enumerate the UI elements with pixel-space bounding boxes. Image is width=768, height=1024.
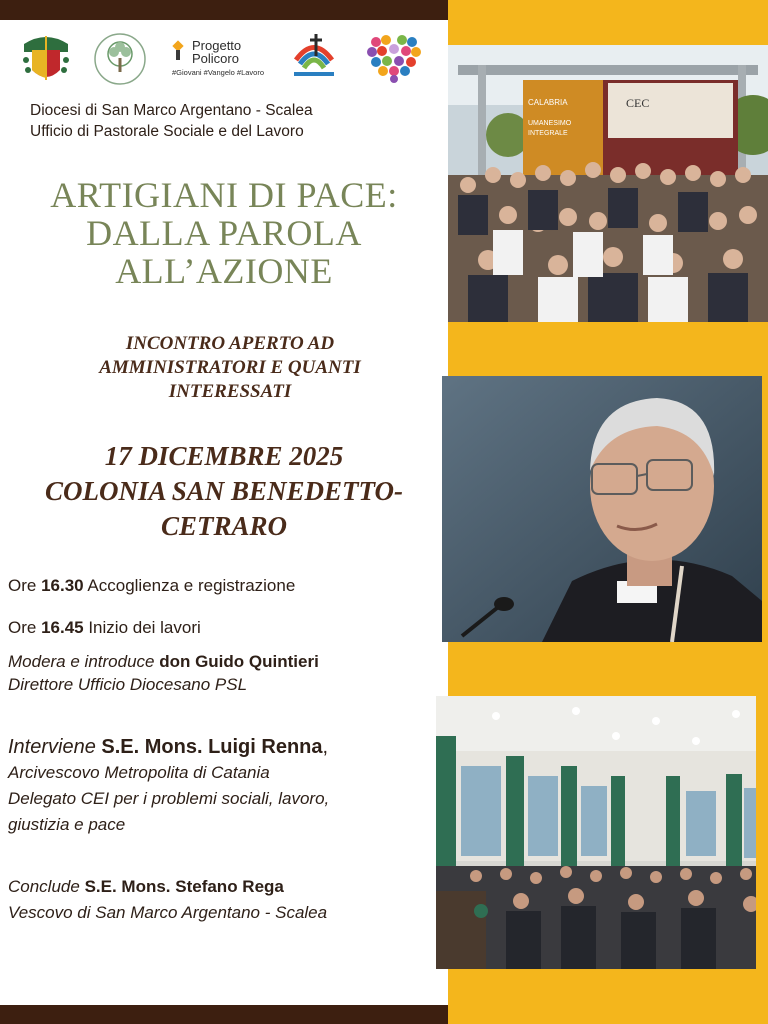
moderator-role: Direttore Ufficio Diocesano PSL [8, 675, 248, 694]
program-item-welcome-time: 16.30 [41, 576, 84, 595]
top-border-bar [0, 0, 448, 20]
speaker-portrait-photo [442, 376, 762, 642]
event-place-line-1: COLONIA SAN BENEDETTO- [44, 476, 404, 506]
group-photo [448, 45, 768, 322]
banner-text-2: UMANESIMO [528, 120, 572, 127]
organizer-block [30, 100, 440, 142]
heart-mosaic-logo-icon [366, 34, 422, 84]
program-moderator [8, 650, 319, 696]
progetto-policoro-logo [172, 36, 272, 86]
banner-text-4: CEC [626, 96, 650, 110]
speaker-role-1: Arcivescovo Metropolita di Catania [8, 763, 270, 782]
speaker-name: S.E. Mons. Luigi Renna [101, 736, 323, 758]
policoro-tagline: #Giovani #Vangelo #Lavoro [172, 68, 265, 77]
speaker-prefix: Interviene [8, 736, 102, 758]
bottom-border-bar [0, 1005, 448, 1024]
diocese-coat-of-arms-icon [20, 30, 72, 86]
subtitle-line-2: AMMINISTRATORI E QUANTI [99, 357, 361, 378]
event-place-line-2: CETRARO [160, 511, 288, 541]
event-title [0, 176, 448, 290]
subtitle-line-3: INTERESSATI [168, 381, 292, 402]
organizer-office: Ufficio di Pastorale Sociale e del Lavoro [30, 123, 304, 140]
program-item-start-time: 16.45 [41, 618, 84, 637]
speaker-role-2: Delegato CEI per i problemi sociali, lavoro, [8, 789, 330, 808]
program-item-start-text: Inizio dei lavori [83, 618, 201, 637]
policoro-line1: Progetto [192, 38, 242, 53]
speaker-role-3: giustizia e pace [8, 815, 126, 834]
banner-text-1: CALABRIA [528, 98, 568, 107]
moderator-name: don Guido Quintieri [159, 652, 319, 671]
closing-role: Vescovo di San Marco Argentano - Scalea [8, 903, 328, 922]
title-line-2: DALLA PAROLA [86, 213, 362, 253]
program-item-start [8, 616, 201, 639]
banner-text-3: INTEGRALE [528, 130, 568, 137]
program-item-welcome-text: Accoglienza e registrazione [83, 576, 296, 595]
program-speaker [8, 734, 329, 838]
title-line-1: ARTIGIANI DI PACE: [50, 175, 398, 215]
program-item-start-prefix: Ore [8, 618, 42, 637]
logos-row [20, 30, 430, 90]
auditorium-photo [436, 696, 756, 969]
moderator-prefix: Modera e introduce [8, 652, 160, 671]
program-item-welcome-prefix: Ore [8, 576, 42, 595]
event-date: 17 DICEMBRE 2025 [104, 441, 344, 471]
organizer-diocese: Diocesi di San Marco Argentano - Scalea [30, 102, 313, 119]
event-date-location [0, 439, 448, 544]
event-subtitle [30, 332, 430, 404]
tree-logo-icon [93, 32, 147, 86]
photo-column [448, 0, 768, 1024]
title-line-3: ALL’AZIONE [115, 251, 333, 291]
jubilee-pilgrims-logo-icon [288, 30, 340, 86]
policoro-mark-icon [172, 40, 186, 62]
program-item-welcome [8, 574, 295, 597]
closing-name: S.E. Mons. Stefano Rega [84, 877, 284, 896]
closing-prefix: Conclude [8, 877, 85, 896]
program-closing [8, 874, 327, 926]
speaker-comma: , [322, 736, 329, 758]
policoro-line2: Policoro [192, 51, 239, 66]
subtitle-line-1: INCONTRO APERTO AD [125, 333, 335, 354]
